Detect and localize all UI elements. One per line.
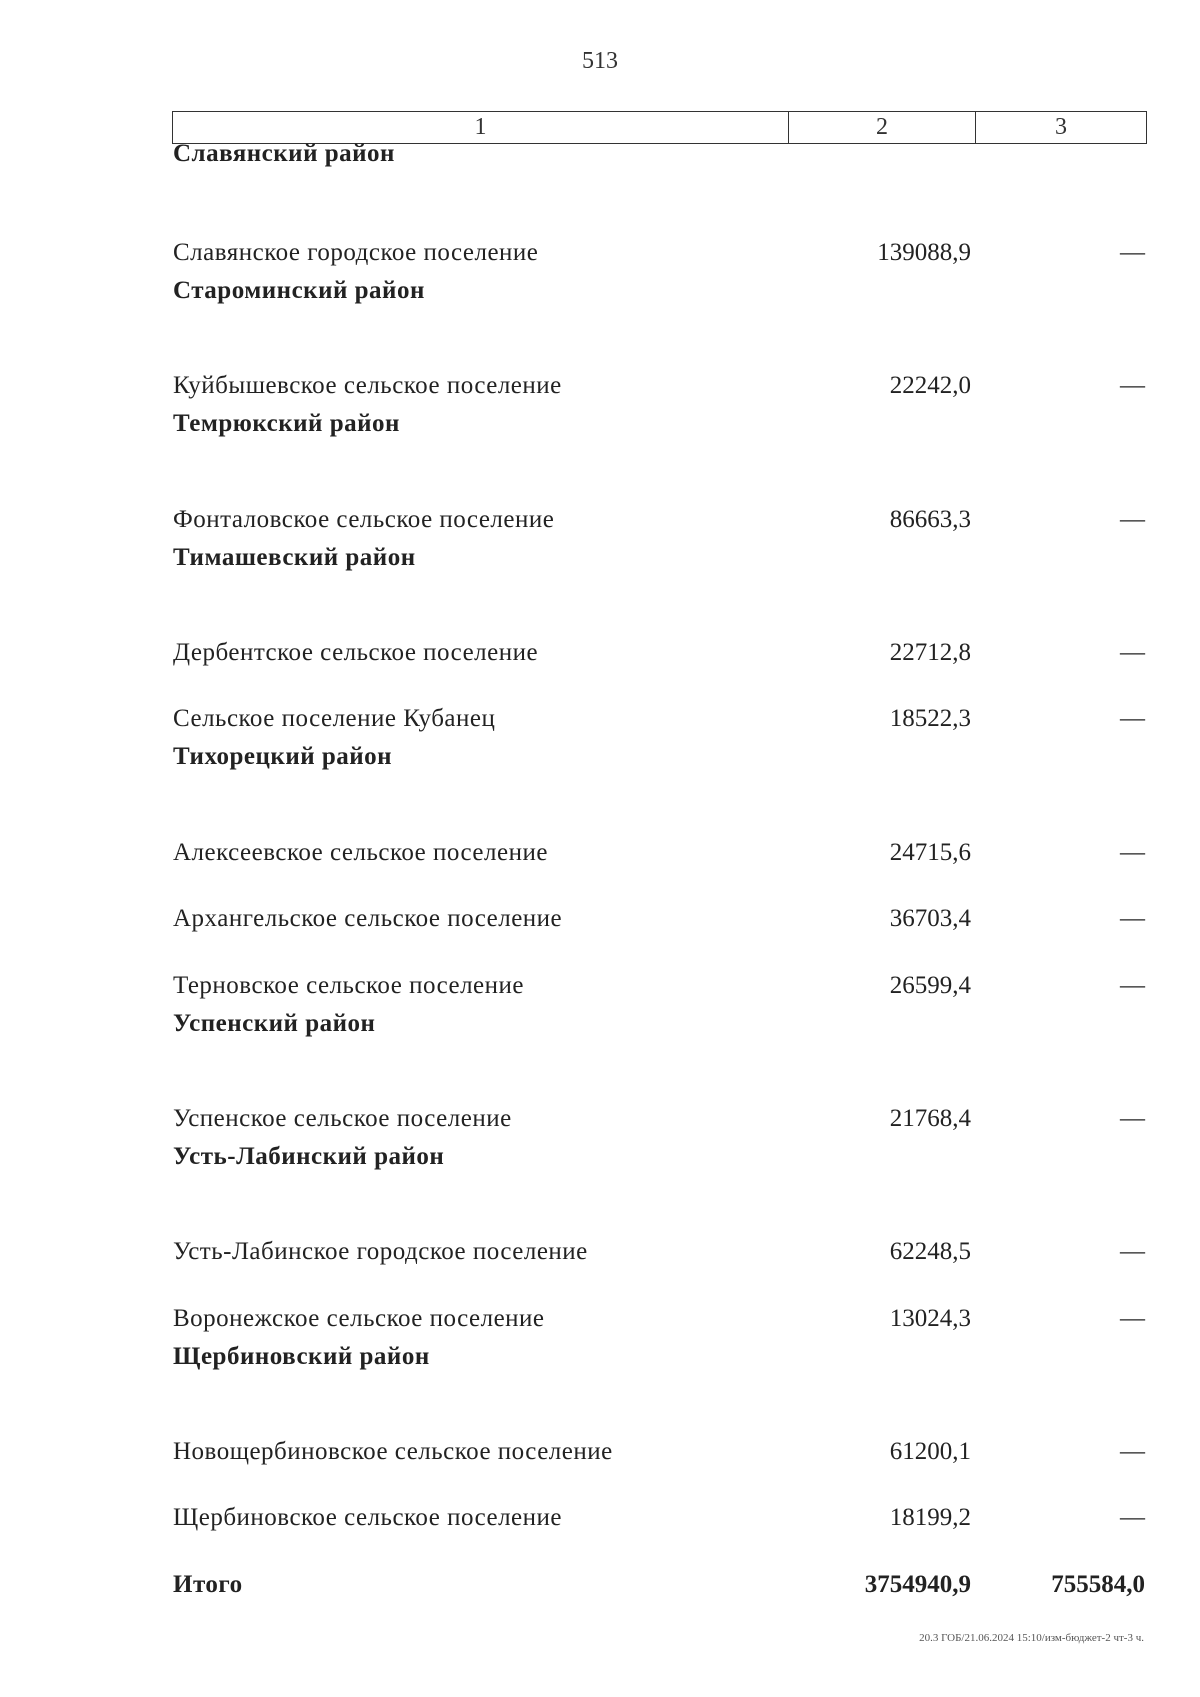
row-value-col3: —	[1120, 705, 1145, 733]
page-number: 513	[582, 48, 618, 74]
row-value-col3: —	[1120, 239, 1145, 267]
row-label: Тимашевский район	[173, 543, 416, 571]
settlement-row	[0, 1476, 1200, 1543]
row-value-col2: 21768,4	[889, 1104, 971, 1132]
row-label: Воронежское сельское поселение	[173, 1304, 545, 1332]
row-label: Алексеевское сельское поселение	[173, 838, 548, 866]
row-label: Темрюкский район	[173, 410, 400, 438]
row-value-col3: —	[1120, 1504, 1145, 1532]
table-body	[0, 140, 1200, 1609]
row-value-col3: —	[1120, 1437, 1145, 1465]
district-row	[0, 743, 1200, 810]
row-value-col2: 36703,4	[889, 905, 971, 933]
row-label: Усть-Лабинский район	[173, 1142, 445, 1170]
row-value-col2: 18199,2	[889, 1504, 971, 1532]
row-value-col3: —	[1120, 971, 1145, 999]
district-row	[0, 544, 1200, 611]
row-label: Архангельское сельское поселение	[173, 905, 563, 933]
row-label: Дербентское сельское поселение	[173, 638, 539, 666]
row-value-col2: 22712,8	[889, 638, 971, 666]
district-row	[0, 277, 1200, 344]
column-header-2: 2	[789, 112, 976, 144]
row-label: Успенский район	[173, 1009, 376, 1037]
row-value-col2: 61200,1	[889, 1437, 971, 1465]
column-header-row	[173, 112, 1147, 144]
row-value-col2: 139088,9	[877, 239, 971, 267]
district-row	[0, 1143, 1200, 1210]
settlement-row	[0, 477, 1200, 544]
row-label: Славянское городское поселение	[173, 239, 539, 267]
total-value-col3: 755584,0	[1051, 1571, 1145, 1599]
row-value-col3: —	[1120, 838, 1145, 866]
district-row	[0, 1343, 1200, 1410]
district-row	[0, 1010, 1200, 1077]
settlement-row	[0, 1210, 1200, 1277]
row-label: Куйбышевское сельское поселение	[173, 372, 562, 400]
total-label: Итого	[173, 1571, 243, 1599]
settlement-row	[0, 1276, 1200, 1343]
row-value-col3: —	[1120, 638, 1145, 666]
row-label: Щербиновский район	[173, 1342, 430, 1370]
row-value-col3: —	[1120, 1238, 1145, 1266]
row-label: Тихорецкий район	[173, 743, 393, 771]
settlement-row	[0, 877, 1200, 944]
row-label: Сельское поселение Кубанец	[173, 705, 496, 733]
row-value-col3: —	[1120, 1304, 1145, 1332]
row-value-col3: —	[1120, 372, 1145, 400]
row-value-col2: 18522,3	[889, 705, 971, 733]
row-value-col2: 13024,3	[889, 1304, 971, 1332]
column-header-3: 3	[976, 112, 1147, 144]
row-value-col2: 86663,3	[889, 505, 971, 533]
row-value-col3: —	[1120, 905, 1145, 933]
column-header-1: 1	[173, 112, 789, 144]
row-label: Новощербиновское сельское поселение	[173, 1437, 613, 1465]
settlement-row	[0, 810, 1200, 877]
settlement-row	[0, 344, 1200, 411]
row-label: Староминский район	[173, 277, 425, 305]
total-value-col2: 3754940,9	[864, 1571, 971, 1599]
district-row	[0, 140, 1200, 211]
settlement-row	[0, 211, 1200, 278]
row-value-col3: —	[1120, 1104, 1145, 1132]
row-value-col2: 26599,4	[889, 971, 971, 999]
row-value-col2: 24715,6	[889, 838, 971, 866]
district-row	[0, 410, 1200, 477]
settlement-row	[0, 1409, 1200, 1476]
row-label: Успенское сельское поселение	[173, 1104, 512, 1132]
total-row	[0, 1542, 1200, 1609]
settlement-row	[0, 610, 1200, 677]
row-label: Терновское сельское поселение	[173, 971, 524, 999]
settlement-row	[0, 677, 1200, 744]
row-label: Щербиновское сельское поселение	[173, 1504, 562, 1532]
row-value-col2: 22242,0	[889, 372, 971, 400]
row-label: Фонталовское сельское поселение	[173, 505, 555, 533]
row-label: Славянский район	[173, 140, 395, 167]
row-value-col2: 62248,5	[889, 1238, 971, 1266]
settlement-row	[0, 1076, 1200, 1143]
row-value-col3: —	[1120, 505, 1145, 533]
settlement-row	[0, 943, 1200, 1010]
row-label: Усть-Лабинское городское поселение	[173, 1238, 588, 1266]
document-footer-code: 20.3 ГОБ/21.06.2024 15:10/изм-бюджет-2 чт-3 ч.	[919, 1632, 1144, 1644]
